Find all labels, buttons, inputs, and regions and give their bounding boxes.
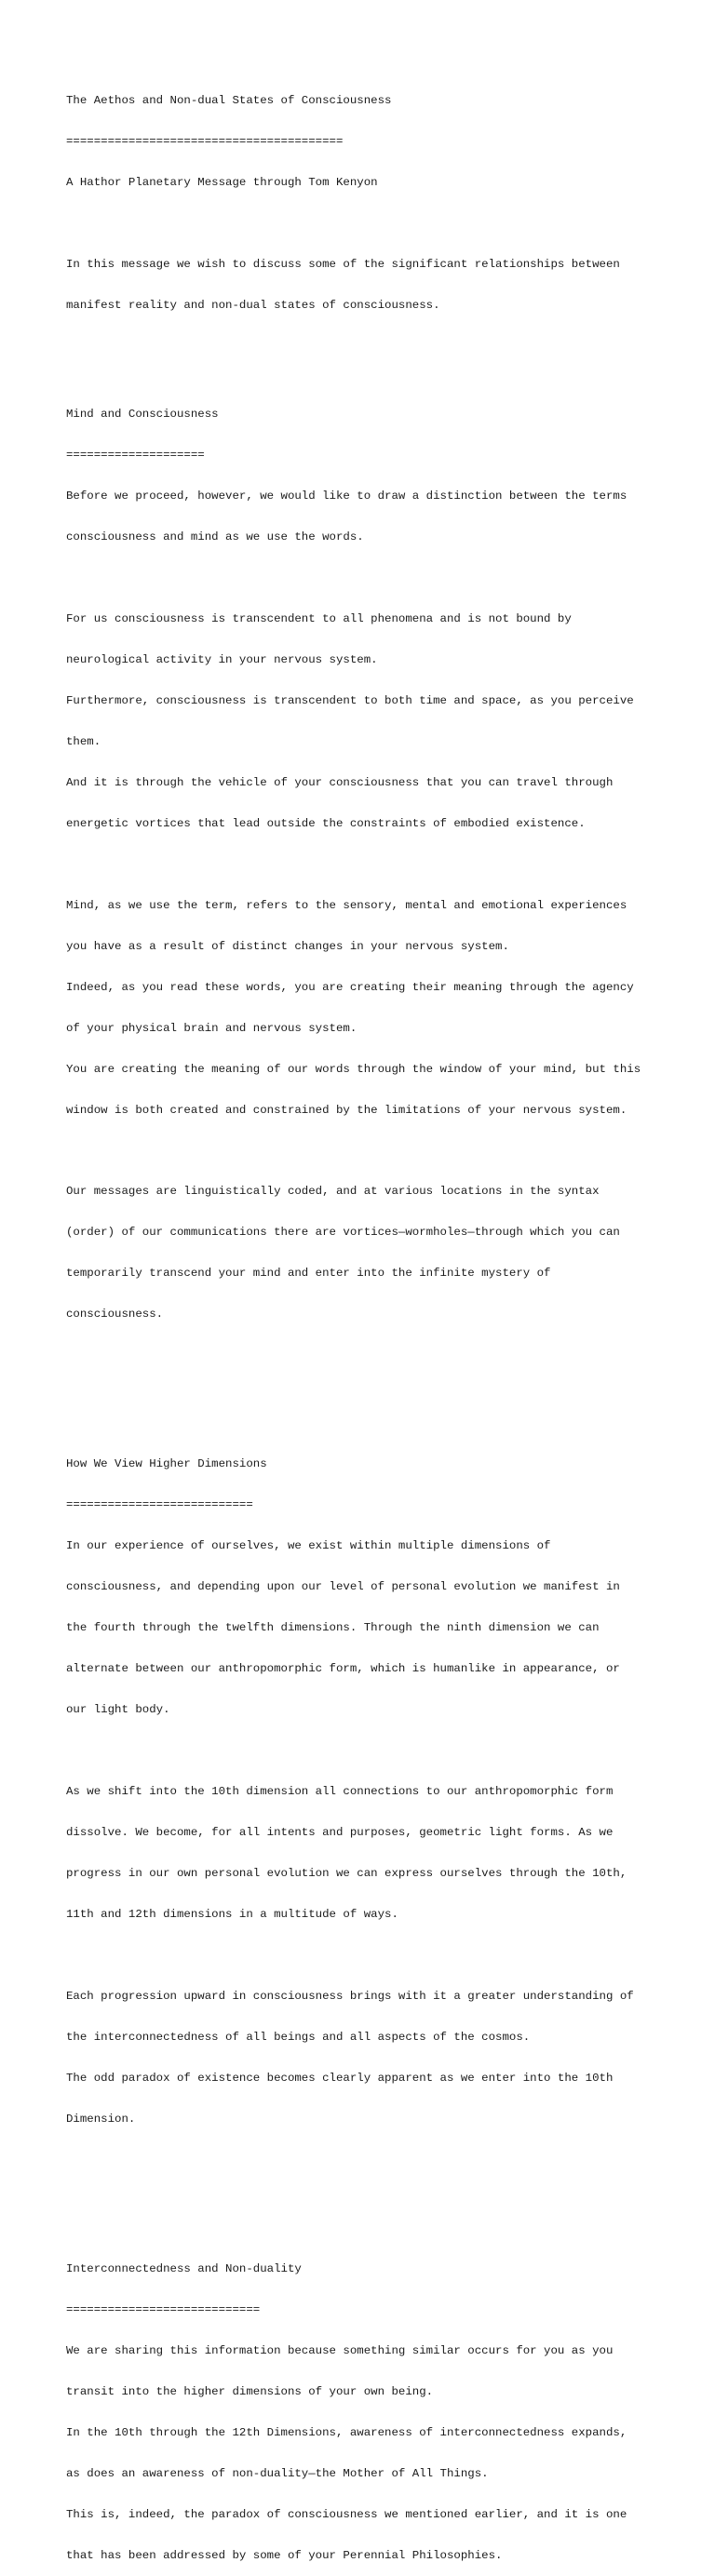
paragraph-line: The odd paradox of existence becomes clearly apparent as we enter into the 10th bbox=[66, 2071, 614, 2085]
paragraph-line: of your physical brain and nervous system. bbox=[66, 1021, 358, 1035]
title-rule: ======================================== bbox=[66, 135, 344, 149]
section-rule: ============================ bbox=[66, 2302, 261, 2316]
blank-line bbox=[66, 571, 699, 585]
paragraph-line: We are sharing this information because something similar occurs for you as you bbox=[66, 2343, 614, 2357]
paragraph-line: consciousness, and depending upon our level of personal evolution we manifest in bbox=[66, 1580, 620, 1594]
paragraph-line: alternate between our anthropomorphic form, which is humanlike in appearance, or bbox=[66, 1662, 620, 1676]
paragraph-line: In the 10th through the 12th Dimensions, awareness of interconnectedness expands, bbox=[66, 2425, 627, 2439]
section-rule: ==================== bbox=[66, 449, 205, 463]
paragraph-line: You are creating the meaning of our words through the window of your mind, but this bbox=[66, 1062, 641, 1076]
paragraph-line: And it is through the vehicle of your consciousness that you can travel through bbox=[66, 775, 614, 789]
blank-line bbox=[66, 1389, 699, 1403]
document-title: The Aethos and Non-dual States of Consciousness bbox=[66, 94, 392, 108]
paragraph-line: you have as a result of distinct changes in your nervous system. bbox=[66, 939, 509, 953]
paragraph-line: them. bbox=[66, 734, 101, 748]
paragraph-line: Mind, as we use the term, refers to the sensory, mental and emotional experiences bbox=[66, 898, 627, 912]
section-rule: =========================== bbox=[66, 1498, 253, 1512]
paragraph-line: the fourth through the twelfth dimensions. Through the ninth dimension we can bbox=[66, 1621, 600, 1635]
paragraph-line: window is both created and constrained by the limitations of your nervous system. bbox=[66, 1103, 627, 1117]
paragraph-line: the interconnectedness of all beings and all aspects of the cosmos. bbox=[66, 2030, 531, 2044]
section-heading-mind-and-consciousness: Mind and Consciousness bbox=[66, 408, 219, 422]
paragraph-line: Dimension. bbox=[66, 2112, 136, 2126]
paragraph-line: consciousness and mind as we use the words. bbox=[66, 530, 364, 544]
paragraph-line: Each progression upward in consciousness brings with it a greater understanding of bbox=[66, 1989, 634, 2003]
intro-line: manifest reality and non-dual states of consciousness. bbox=[66, 299, 440, 313]
blank-line bbox=[66, 2194, 699, 2208]
paragraph-line: progress in our own personal evolution we can express ourselves through the 10th, bbox=[66, 1866, 627, 1880]
blank-line bbox=[66, 1144, 699, 1158]
paragraph-line: Before we proceed, however, we would like to draw a distinction between the terms bbox=[66, 490, 627, 503]
paragraph-line: dissolve. We become, for all intents and purposes, geometric light forms. As we bbox=[66, 1826, 614, 1840]
blank-line bbox=[66, 858, 699, 872]
blank-line bbox=[66, 1949, 699, 1963]
paragraph-line: Indeed, as you read these words, you are creating their meaning through the agency bbox=[66, 980, 634, 994]
section-heading-interconnectedness: Interconnectedness and Non-duality bbox=[66, 2261, 302, 2275]
intro-line: In this message we wish to discuss some of the significant relationships between bbox=[66, 258, 620, 272]
blank-line bbox=[66, 1744, 699, 1758]
paragraph-line: transit into the higher dimensions of your own being. bbox=[66, 2384, 434, 2398]
paragraph-line: For us consciousness is transcendent to all phenomena and is not bound by bbox=[66, 612, 572, 626]
blank-line bbox=[66, 1348, 699, 1362]
blank-line bbox=[66, 2153, 699, 2167]
document-body bbox=[66, 67, 699, 2576]
section-heading-higher-dimensions: How We View Higher Dimensions bbox=[66, 1457, 267, 1471]
paragraph-line: Furthermore, consciousness is transcendent to both time and space, as you perceive bbox=[66, 693, 634, 707]
paragraph-line: (order) of our communications there are vortices—wormholes—through which you can bbox=[66, 1226, 620, 1240]
paragraph-line: 11th and 12th dimensions in a multitude of ways. bbox=[66, 1907, 398, 1921]
paragraph-line: In our experience of ourselves, we exist within multiple dimensions of bbox=[66, 1539, 551, 1553]
paragraph-line: energetic vortices that lead outside the constraints of embodied existence. bbox=[66, 816, 586, 830]
paragraph-line: neurological activity in your nervous system. bbox=[66, 653, 378, 667]
paragraph-line: that has been addressed by some of your Perennial Philosophies. bbox=[66, 2548, 503, 2562]
paragraph-line: This is, indeed, the paradox of consciousness we mentioned earlier, and it is one bbox=[66, 2507, 627, 2521]
blank-line bbox=[66, 340, 699, 354]
paragraph-line: as does an awareness of non-duality—the Mother of All Things. bbox=[66, 2466, 489, 2480]
blank-line bbox=[66, 217, 699, 231]
paragraph-line: our light body. bbox=[66, 1703, 170, 1717]
paragraph-line: As we shift into the 10th dimension all connections to our anthropomorphic form bbox=[66, 1785, 614, 1799]
paragraph-line: consciousness. bbox=[66, 1308, 164, 1322]
paragraph-line: temporarily transcend your mind and enter into the infinite mystery of bbox=[66, 1267, 551, 1281]
document-subtitle: A Hathor Planetary Message through Tom Kenyon bbox=[66, 176, 378, 190]
paragraph-line: Our messages are linguistically coded, and at various locations in the syntax bbox=[66, 1185, 600, 1199]
